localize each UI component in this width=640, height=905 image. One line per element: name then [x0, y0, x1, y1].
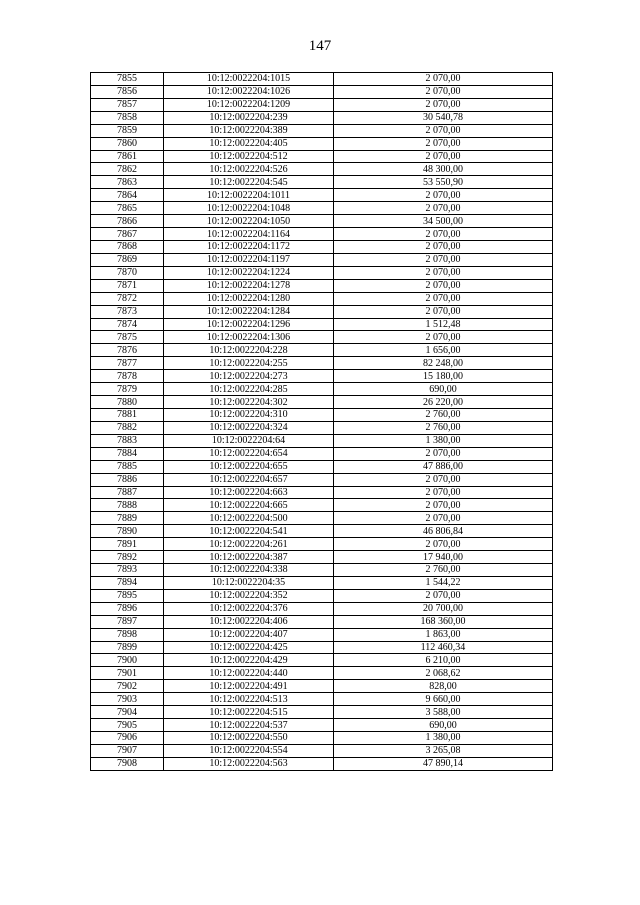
row-number-cell: 7882: [91, 421, 164, 434]
amount-cell: 2 070,00: [334, 305, 553, 318]
amount-cell: 2 068,62: [334, 667, 553, 680]
row-number-cell: 7863: [91, 176, 164, 189]
row-number-cell: 7872: [91, 292, 164, 305]
table-row: [91, 486, 553, 499]
table-row: [91, 512, 553, 525]
cadastral-number-cell: 10:12:0022204:526: [164, 163, 334, 176]
amount-cell: 2 070,00: [334, 85, 553, 98]
amount-cell: 2 070,00: [334, 447, 553, 460]
table-row: [91, 150, 553, 163]
table-row: [91, 305, 553, 318]
table-row: [91, 564, 553, 577]
amount-cell: 2 070,00: [334, 279, 553, 292]
amount-cell: 2 760,00: [334, 408, 553, 421]
cadastral-number-cell: 10:12:0022204:1050: [164, 215, 334, 228]
amount-cell: 9 660,00: [334, 693, 553, 706]
table-row: [91, 460, 553, 473]
cadastral-number-cell: 10:12:0022204:554: [164, 744, 334, 757]
table-row: [91, 202, 553, 215]
cadastral-number-cell: 10:12:0022204:541: [164, 525, 334, 538]
amount-cell: 690,00: [334, 383, 553, 396]
table-row: [91, 137, 553, 150]
amount-cell: 1 544,22: [334, 576, 553, 589]
amount-cell: 20 700,00: [334, 602, 553, 615]
row-number-cell: 7903: [91, 693, 164, 706]
table-row: [91, 615, 553, 628]
table-row: [91, 98, 553, 111]
amount-cell: 3 265,08: [334, 744, 553, 757]
amount-cell: 17 940,00: [334, 551, 553, 564]
amount-cell: 2 070,00: [334, 538, 553, 551]
amount-cell: 2 070,00: [334, 150, 553, 163]
cadastral-number-cell: 10:12:0022204:338: [164, 564, 334, 577]
amount-cell: 2 760,00: [334, 564, 553, 577]
amount-cell: 1 380,00: [334, 434, 553, 447]
cadastral-number-cell: 10:12:0022204:407: [164, 628, 334, 641]
table-row: [91, 693, 553, 706]
cadastral-number-cell: 10:12:0022204:405: [164, 137, 334, 150]
cadastral-number-cell: 10:12:0022204:261: [164, 538, 334, 551]
amount-cell: 53 550,90: [334, 176, 553, 189]
cadastral-number-cell: 10:12:0022204:1026: [164, 85, 334, 98]
amount-cell: 2 070,00: [334, 73, 553, 86]
row-number-cell: 7873: [91, 305, 164, 318]
amount-cell: 2 070,00: [334, 202, 553, 215]
table-row: [91, 447, 553, 460]
cadastral-number-cell: 10:12:0022204:665: [164, 499, 334, 512]
row-number-cell: 7880: [91, 396, 164, 409]
row-number-cell: 7908: [91, 757, 164, 770]
cadastral-number-cell: 10:12:0022204:1278: [164, 279, 334, 292]
row-number-cell: 7898: [91, 628, 164, 641]
table-row: [91, 344, 553, 357]
table-row: [91, 744, 553, 757]
cadastral-number-cell: 10:12:0022204:655: [164, 460, 334, 473]
table-row: [91, 732, 553, 745]
cadastral-number-cell: 10:12:0022204:663: [164, 486, 334, 499]
row-number-cell: 7907: [91, 744, 164, 757]
table-row: [91, 318, 553, 331]
cadastral-number-cell: 10:12:0022204:324: [164, 421, 334, 434]
row-number-cell: 7895: [91, 589, 164, 602]
cadastral-number-cell: 10:12:0022204:1296: [164, 318, 334, 331]
amount-cell: 2 070,00: [334, 98, 553, 111]
row-number-cell: 7866: [91, 215, 164, 228]
table-row: [91, 383, 553, 396]
amount-cell: 46 806,84: [334, 525, 553, 538]
cadastral-number-cell: 10:12:0022204:352: [164, 589, 334, 602]
cadastral-number-cell: 10:12:0022204:255: [164, 357, 334, 370]
row-number-cell: 7858: [91, 111, 164, 124]
row-number-cell: 7889: [91, 512, 164, 525]
amount-cell: 30 540,78: [334, 111, 553, 124]
row-number-cell: 7859: [91, 124, 164, 137]
cadastral-number-cell: 10:12:0022204:657: [164, 473, 334, 486]
cadastral-number-cell: 10:12:0022204:429: [164, 654, 334, 667]
amount-cell: 2 070,00: [334, 253, 553, 266]
row-number-cell: 7868: [91, 240, 164, 253]
cadastral-number-cell: 10:12:0022204:302: [164, 396, 334, 409]
cadastral-number-cell: 10:12:0022204:285: [164, 383, 334, 396]
row-number-cell: 7876: [91, 344, 164, 357]
row-number-cell: 7884: [91, 447, 164, 460]
amount-cell: 2 070,00: [334, 124, 553, 137]
table-row: [91, 719, 553, 732]
amount-cell: 2 070,00: [334, 189, 553, 202]
cadastral-number-cell: 10:12:0022204:1284: [164, 305, 334, 318]
cadastral-number-cell: 10:12:0022204:387: [164, 551, 334, 564]
table-row: [91, 73, 553, 86]
cadastral-number-cell: 10:12:0022204:1306: [164, 331, 334, 344]
row-number-cell: 7886: [91, 473, 164, 486]
cadastral-number-cell: 10:12:0022204:513: [164, 693, 334, 706]
cadastral-number-cell: 10:12:0022204:1197: [164, 253, 334, 266]
row-number-cell: 7894: [91, 576, 164, 589]
table-row: [91, 331, 553, 344]
amount-cell: 34 500,00: [334, 215, 553, 228]
data-table: [90, 72, 553, 771]
table-row: [91, 538, 553, 551]
amount-cell: 15 180,00: [334, 370, 553, 383]
cadastral-number-cell: 10:12:0022204:228: [164, 344, 334, 357]
cadastral-number-cell: 10:12:0022204:491: [164, 680, 334, 693]
cadastral-number-cell: 10:12:0022204:389: [164, 124, 334, 137]
amount-cell: 2 070,00: [334, 512, 553, 525]
table-row: [91, 189, 553, 202]
table-row: [91, 473, 553, 486]
table-row: [91, 176, 553, 189]
row-number-cell: 7890: [91, 525, 164, 538]
table-row: [91, 370, 553, 383]
row-number-cell: 7855: [91, 73, 164, 86]
cadastral-number-cell: 10:12:0022204:1048: [164, 202, 334, 215]
cadastral-number-cell: 10:12:0022204:550: [164, 732, 334, 745]
row-number-cell: 7905: [91, 719, 164, 732]
row-number-cell: 7897: [91, 615, 164, 628]
row-number-cell: 7892: [91, 551, 164, 564]
cadastral-number-cell: 10:12:0022204:537: [164, 719, 334, 732]
table-row: [91, 240, 553, 253]
row-number-cell: 7878: [91, 370, 164, 383]
cadastral-number-cell: 10:12:0022204:425: [164, 641, 334, 654]
table-row: [91, 279, 553, 292]
amount-cell: 1 380,00: [334, 732, 553, 745]
cadastral-number-cell: 10:12:0022204:1164: [164, 228, 334, 241]
table-row: [91, 292, 553, 305]
table-row: [91, 434, 553, 447]
row-number-cell: 7857: [91, 98, 164, 111]
amount-cell: 2 760,00: [334, 421, 553, 434]
row-number-cell: 7870: [91, 266, 164, 279]
amount-cell: 168 360,00: [334, 615, 553, 628]
table-row: [91, 499, 553, 512]
row-number-cell: 7861: [91, 150, 164, 163]
amount-cell: 1 512,48: [334, 318, 553, 331]
table-row: [91, 757, 553, 770]
amount-cell: 690,00: [334, 719, 553, 732]
row-number-cell: 7902: [91, 680, 164, 693]
cadastral-number-cell: 10:12:0022204:1209: [164, 98, 334, 111]
table-row: [91, 602, 553, 615]
table-row: [91, 654, 553, 667]
table-row: [91, 641, 553, 654]
row-number-cell: 7896: [91, 602, 164, 615]
table-row: [91, 228, 553, 241]
cadastral-number-cell: 10:12:0022204:654: [164, 447, 334, 460]
row-number-cell: 7904: [91, 706, 164, 719]
row-number-cell: 7901: [91, 667, 164, 680]
row-number-cell: 7877: [91, 357, 164, 370]
row-number-cell: 7891: [91, 538, 164, 551]
cadastral-number-cell: 10:12:0022204:1280: [164, 292, 334, 305]
row-number-cell: 7865: [91, 202, 164, 215]
cadastral-number-cell: 10:12:0022204:545: [164, 176, 334, 189]
cadastral-number-cell: 10:12:0022204:310: [164, 408, 334, 421]
amount-cell: 1 863,00: [334, 628, 553, 641]
table-row: [91, 85, 553, 98]
table-row: [91, 680, 553, 693]
table-row: [91, 215, 553, 228]
amount-cell: 112 460,34: [334, 641, 553, 654]
amount-cell: 26 220,00: [334, 396, 553, 409]
cadastral-number-cell: 10:12:0022204:563: [164, 757, 334, 770]
table-row: [91, 667, 553, 680]
row-number-cell: 7869: [91, 253, 164, 266]
amount-cell: 828,00: [334, 680, 553, 693]
amount-cell: 2 070,00: [334, 589, 553, 602]
table-row: [91, 124, 553, 137]
cadastral-number-cell: 10:12:0022204:512: [164, 150, 334, 163]
row-number-cell: 7871: [91, 279, 164, 292]
amount-cell: 47 886,00: [334, 460, 553, 473]
table-row: [91, 266, 553, 279]
amount-cell: 48 300,00: [334, 163, 553, 176]
table-row: [91, 111, 553, 124]
cadastral-number-cell: 10:12:0022204:1015: [164, 73, 334, 86]
cadastral-number-cell: 10:12:0022204:440: [164, 667, 334, 680]
row-number-cell: 7900: [91, 654, 164, 667]
table-row: [91, 589, 553, 602]
amount-cell: 2 070,00: [334, 331, 553, 344]
row-number-cell: 7856: [91, 85, 164, 98]
cadastral-number-cell: 10:12:0022204:406: [164, 615, 334, 628]
row-number-cell: 7879: [91, 383, 164, 396]
cadastral-number-cell: 10:12:0022204:273: [164, 370, 334, 383]
amount-cell: 2 070,00: [334, 499, 553, 512]
cadastral-number-cell: 10:12:0022204:239: [164, 111, 334, 124]
cadastral-number-cell: 10:12:0022204:1011: [164, 189, 334, 202]
table-row: [91, 253, 553, 266]
table-body: [91, 73, 553, 771]
table-row: [91, 706, 553, 719]
cadastral-number-cell: 10:12:0022204:1224: [164, 266, 334, 279]
row-number-cell: 7862: [91, 163, 164, 176]
table-row: [91, 408, 553, 421]
amount-cell: 2 070,00: [334, 266, 553, 279]
table-row: [91, 576, 553, 589]
row-number-cell: 7887: [91, 486, 164, 499]
table-row: [91, 551, 553, 564]
table-row: [91, 357, 553, 370]
row-number-cell: 7864: [91, 189, 164, 202]
cadastral-number-cell: 10:12:0022204:1172: [164, 240, 334, 253]
amount-cell: 2 070,00: [334, 292, 553, 305]
row-number-cell: 7881: [91, 408, 164, 421]
amount-cell: 2 070,00: [334, 228, 553, 241]
amount-cell: 1 656,00: [334, 344, 553, 357]
row-number-cell: 7888: [91, 499, 164, 512]
cadastral-number-cell: 10:12:0022204:376: [164, 602, 334, 615]
amount-cell: 2 070,00: [334, 473, 553, 486]
cadastral-number-cell: 10:12:0022204:500: [164, 512, 334, 525]
amount-cell: 47 890,14: [334, 757, 553, 770]
row-number-cell: 7885: [91, 460, 164, 473]
row-number-cell: 7906: [91, 732, 164, 745]
amount-cell: 2 070,00: [334, 240, 553, 253]
row-number-cell: 7883: [91, 434, 164, 447]
table-row: [91, 396, 553, 409]
row-number-cell: 7860: [91, 137, 164, 150]
row-number-cell: 7875: [91, 331, 164, 344]
amount-cell: 3 588,00: [334, 706, 553, 719]
cadastral-number-cell: 10:12:0022204:35: [164, 576, 334, 589]
table-row: [91, 163, 553, 176]
cadastral-number-cell: 10:12:0022204:64: [164, 434, 334, 447]
row-number-cell: 7874: [91, 318, 164, 331]
table-row: [91, 628, 553, 641]
amount-cell: 82 248,00: [334, 357, 553, 370]
row-number-cell: 7899: [91, 641, 164, 654]
amount-cell: 2 070,00: [334, 137, 553, 150]
page-number: 147: [308, 38, 332, 54]
amount-cell: 2 070,00: [334, 486, 553, 499]
amount-cell: 6 210,00: [334, 654, 553, 667]
table-row: [91, 525, 553, 538]
row-number-cell: 7867: [91, 228, 164, 241]
cadastral-number-cell: 10:12:0022204:515: [164, 706, 334, 719]
table-row: [91, 421, 553, 434]
row-number-cell: 7893: [91, 564, 164, 577]
